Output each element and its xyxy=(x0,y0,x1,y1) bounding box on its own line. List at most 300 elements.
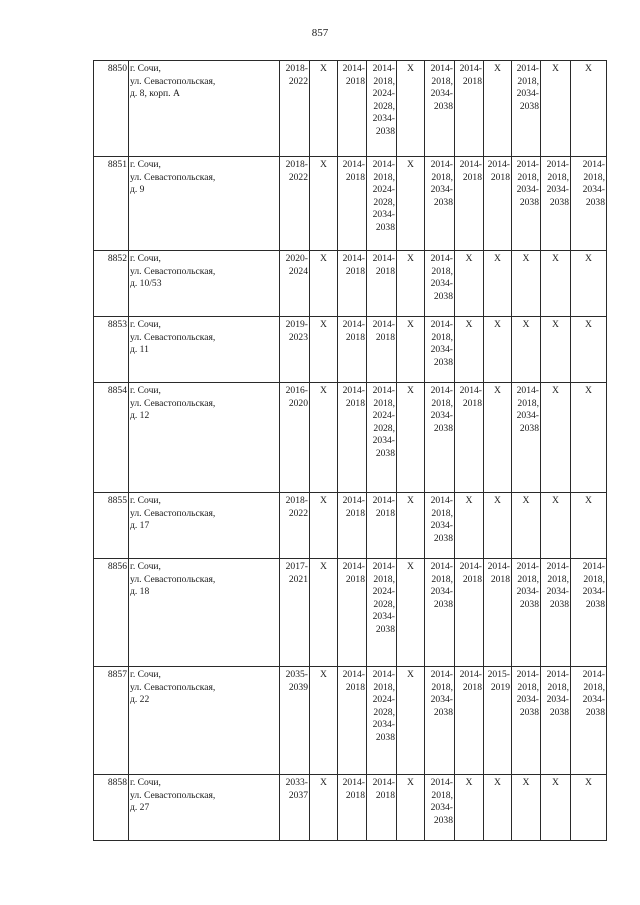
cell-line: 2018- xyxy=(285,63,308,74)
period-cell xyxy=(280,317,310,383)
cell-heating xyxy=(425,383,455,493)
cell-line: д. 17 xyxy=(130,520,150,532)
cell-line: 2018 xyxy=(345,75,365,87)
cell-gas xyxy=(310,775,338,841)
cell-line: 2018, xyxy=(431,171,453,183)
cell-line: 2018 xyxy=(345,573,365,585)
cell-line: X xyxy=(552,63,559,74)
table-row xyxy=(94,667,607,775)
cell-facade xyxy=(484,61,512,157)
cell-line: X xyxy=(320,159,327,170)
cell-line: 2034- xyxy=(430,586,453,598)
period-cell xyxy=(280,383,310,493)
cell-line: 2038 xyxy=(433,422,453,434)
cell-line: ул. Севастопольская, xyxy=(130,171,216,183)
cell-line: 2014- xyxy=(342,159,365,170)
period-cell xyxy=(280,775,310,841)
cell-line: 2018, xyxy=(431,681,453,693)
cell-line: ул. Севастопольская, xyxy=(130,397,216,409)
cell-line: 2034- xyxy=(516,694,539,706)
cell-line: г. Сочи, xyxy=(130,253,161,264)
table-row xyxy=(94,775,607,841)
table-row xyxy=(94,383,607,493)
cell-line: X xyxy=(407,669,414,680)
cell-line: X xyxy=(465,495,473,506)
table-row xyxy=(94,559,607,667)
cell-line: 2038 xyxy=(433,814,453,826)
cell-foundation xyxy=(541,251,571,317)
cell-water-supply xyxy=(338,493,367,559)
period-cell xyxy=(280,251,310,317)
cell-line: 2014- xyxy=(342,319,365,330)
cell-facade xyxy=(484,317,512,383)
period-cell xyxy=(280,667,310,775)
row-number: 8854 xyxy=(94,383,129,493)
cell-line: 2038 xyxy=(549,598,569,610)
cell-line: X xyxy=(320,495,327,506)
cell-line: 2018, xyxy=(517,681,539,693)
cell-line: X xyxy=(585,777,592,788)
cell-elevator xyxy=(571,493,607,559)
cell-facade xyxy=(484,157,512,251)
cell-roof xyxy=(455,493,484,559)
cell-line: 2014- xyxy=(430,495,453,506)
address-cell xyxy=(129,383,280,493)
period-cell xyxy=(280,157,310,251)
cell-line: 2028, xyxy=(373,598,395,610)
cell-line: 2018, xyxy=(373,171,395,183)
cell-line: 2034- xyxy=(582,694,605,706)
cell-basement xyxy=(512,559,541,667)
cell-roof xyxy=(455,667,484,775)
cell-line: 2034- xyxy=(516,586,539,598)
cell-water-supply xyxy=(338,383,367,493)
cell-line: 2018- xyxy=(285,159,308,170)
cell-line: д. 8, корп. А xyxy=(130,88,180,100)
cell-line: 2018, xyxy=(517,75,539,87)
cell-basement xyxy=(512,251,541,317)
cell-electricity xyxy=(397,317,425,383)
cell-line: X xyxy=(494,777,501,788)
cell-gas xyxy=(310,157,338,251)
cell-line: 2014- xyxy=(487,561,510,572)
cell-line: 2018 xyxy=(490,573,510,585)
cell-gas xyxy=(310,493,338,559)
cell-line: 2014- xyxy=(516,63,539,74)
cell-line: д. 22 xyxy=(130,694,150,706)
cell-line: 2014- xyxy=(459,159,482,170)
cell-line: 2018, xyxy=(431,789,453,801)
cell-line: 2018 xyxy=(375,507,395,519)
cell-line: 2028, xyxy=(373,196,395,208)
cell-line: 2034- xyxy=(516,410,539,422)
cell-line: 2018, xyxy=(373,573,395,585)
cell-line: 2034- xyxy=(372,719,395,731)
cell-line: 2018 xyxy=(375,331,395,343)
address-cell xyxy=(129,775,280,841)
cell-line: X xyxy=(494,385,501,396)
cell-drainage xyxy=(367,251,397,317)
cell-line: 2018, xyxy=(431,75,453,87)
cell-line: 2018 xyxy=(462,171,482,183)
cell-line: X xyxy=(320,385,327,396)
address-cell xyxy=(129,559,280,667)
cell-line: 2018, xyxy=(431,573,453,585)
cell-line: X xyxy=(465,253,473,264)
cell-line: 2024- xyxy=(372,410,395,422)
cell-drainage xyxy=(367,775,397,841)
cell-line: 2018, xyxy=(373,75,395,87)
cell-elevator xyxy=(571,317,607,383)
cell-basement xyxy=(512,775,541,841)
cell-line: X xyxy=(320,253,327,264)
cell-line: 2024 xyxy=(288,265,308,277)
cell-elevator xyxy=(571,157,607,251)
cell-line: X xyxy=(552,253,559,264)
cell-line: X xyxy=(465,319,473,330)
cell-line: 2014- xyxy=(372,253,395,264)
cell-line: X xyxy=(494,253,501,264)
cell-basement xyxy=(512,157,541,251)
cell-foundation xyxy=(541,493,571,559)
cell-line: 2038 xyxy=(375,731,395,743)
cell-line: 2018, xyxy=(431,331,453,343)
cell-line: 2014- xyxy=(342,385,365,396)
cell-line: 2018, xyxy=(517,397,539,409)
cell-line: 2014- xyxy=(372,319,395,330)
cell-water-supply xyxy=(338,157,367,251)
cell-gas xyxy=(310,251,338,317)
cell-line: 2014- xyxy=(582,159,605,170)
cell-drainage xyxy=(367,493,397,559)
cell-electricity xyxy=(397,157,425,251)
cell-line: 2014- xyxy=(342,561,365,572)
cell-line: 2020- xyxy=(285,253,308,264)
cell-line: 2038 xyxy=(375,221,395,233)
cell-line: 2034- xyxy=(372,435,395,447)
cell-line: 2018 xyxy=(345,507,365,519)
cell-line: 2018 xyxy=(462,573,482,585)
cell-line: 2038 xyxy=(519,196,539,208)
table-row xyxy=(94,493,607,559)
cell-line: ул. Севастопольская, xyxy=(130,573,216,585)
cell-line: 2018 xyxy=(462,681,482,693)
cell-elevator xyxy=(571,61,607,157)
cell-roof xyxy=(455,775,484,841)
cell-line: 2034- xyxy=(430,278,453,290)
cell-line: г. Сочи, xyxy=(130,63,161,74)
cell-line: 2038 xyxy=(549,196,569,208)
cell-line: X xyxy=(494,319,501,330)
registry-body xyxy=(94,61,607,841)
cell-elevator xyxy=(571,559,607,667)
cell-line: 2034- xyxy=(430,184,453,196)
cell-line: ул. Севастопольская, xyxy=(130,331,216,343)
cell-roof xyxy=(455,157,484,251)
cell-facade xyxy=(484,775,512,841)
cell-facade xyxy=(484,559,512,667)
cell-line: 2038 xyxy=(375,623,395,635)
cell-line: 2014- xyxy=(430,561,453,572)
registry-table xyxy=(93,60,607,841)
cell-drainage xyxy=(367,667,397,775)
cell-elevator xyxy=(571,775,607,841)
cell-line: ул. Севастопольская, xyxy=(130,75,216,87)
cell-line: 2014- xyxy=(372,777,395,788)
cell-line: 2018, xyxy=(517,573,539,585)
cell-line: X xyxy=(522,777,530,788)
cell-line: X xyxy=(552,385,559,396)
cell-heating xyxy=(425,317,455,383)
cell-line: 2018, xyxy=(517,171,539,183)
cell-line: X xyxy=(407,561,414,572)
table-row xyxy=(94,317,607,383)
cell-heating xyxy=(425,667,455,775)
cell-line: 2018, xyxy=(547,681,569,693)
cell-drainage xyxy=(367,559,397,667)
cell-line: ул. Севастопольская, xyxy=(130,265,216,277)
cell-line: 2014- xyxy=(516,159,539,170)
cell-line: 2034- xyxy=(430,802,453,814)
cell-line: 2038 xyxy=(433,196,453,208)
cell-line: 2018 xyxy=(375,789,395,801)
cell-roof xyxy=(455,251,484,317)
cell-line: X xyxy=(320,669,327,680)
cell-line: 2038 xyxy=(375,125,395,137)
table-row xyxy=(94,157,607,251)
cell-line: 2038 xyxy=(433,532,453,544)
cell-facade xyxy=(484,667,512,775)
cell-facade xyxy=(484,383,512,493)
row-number: 8855 xyxy=(94,493,129,559)
cell-foundation xyxy=(541,317,571,383)
cell-line: X xyxy=(522,495,530,506)
cell-line: 2015- xyxy=(487,669,510,680)
cell-line: 2023 xyxy=(288,331,308,343)
cell-line: X xyxy=(407,253,414,264)
row-number: 8858 xyxy=(94,775,129,841)
cell-line: г. Сочи, xyxy=(130,495,161,506)
cell-basement xyxy=(512,317,541,383)
cell-line: 2014- xyxy=(372,495,395,506)
cell-line: 2018 xyxy=(490,171,510,183)
cell-line: 2018, xyxy=(583,681,605,693)
address-cell xyxy=(129,317,280,383)
cell-line: 2028, xyxy=(373,422,395,434)
cell-line: 2022 xyxy=(288,75,308,87)
cell-line: 2038 xyxy=(433,706,453,718)
cell-electricity xyxy=(397,61,425,157)
cell-water-supply xyxy=(338,251,367,317)
row-number: 8857 xyxy=(94,667,129,775)
cell-gas xyxy=(310,559,338,667)
cell-line: 2014- xyxy=(459,669,482,680)
cell-line: X xyxy=(494,63,501,74)
cell-line: 2021 xyxy=(288,573,308,585)
cell-line: 2038 xyxy=(433,100,453,112)
cell-line: X xyxy=(320,319,327,330)
cell-heating xyxy=(425,251,455,317)
cell-roof xyxy=(455,383,484,493)
cell-line: 2014- xyxy=(430,385,453,396)
cell-line: 2034- xyxy=(582,184,605,196)
cell-line: X xyxy=(585,385,592,396)
cell-line: 2028, xyxy=(373,706,395,718)
cell-facade xyxy=(484,251,512,317)
row-number: 8852 xyxy=(94,251,129,317)
cell-line: 2014- xyxy=(459,63,482,74)
cell-electricity xyxy=(397,559,425,667)
cell-line: 2022 xyxy=(288,171,308,183)
address-cell xyxy=(129,667,280,775)
cell-line: д. 12 xyxy=(130,410,150,422)
cell-line: 2034- xyxy=(372,611,395,623)
cell-foundation xyxy=(541,559,571,667)
cell-line: X xyxy=(522,319,530,330)
cell-line: 2038 xyxy=(585,706,605,718)
cell-line: 2014- xyxy=(342,253,365,264)
cell-electricity xyxy=(397,383,425,493)
cell-line: 2018 xyxy=(345,331,365,343)
cell-line: д. 27 xyxy=(130,802,150,814)
cell-water-supply xyxy=(338,775,367,841)
cell-line: X xyxy=(585,253,592,264)
cell-line: 2014- xyxy=(546,669,569,680)
cell-line: 2034- xyxy=(372,113,395,125)
cell-line: X xyxy=(585,319,592,330)
cell-line: 2018, xyxy=(431,397,453,409)
address-cell xyxy=(129,157,280,251)
cell-water-supply xyxy=(338,667,367,775)
cell-line: 2038 xyxy=(519,706,539,718)
page-number: 857 xyxy=(311,27,329,39)
cell-line: 2038 xyxy=(519,100,539,112)
row-number: 8850 xyxy=(94,61,129,157)
cell-line: 2014- xyxy=(546,561,569,572)
cell-line: X xyxy=(320,777,327,788)
cell-gas xyxy=(310,61,338,157)
cell-line: г. Сочи, xyxy=(130,777,161,788)
cell-line: 2014- xyxy=(430,253,453,264)
cell-line: 2014- xyxy=(516,561,539,572)
cell-line: ул. Севастопольская, xyxy=(130,507,216,519)
cell-line: X xyxy=(552,777,559,788)
cell-line: X xyxy=(407,319,414,330)
cell-line: 2018, xyxy=(373,397,395,409)
cell-line: 2014- xyxy=(582,669,605,680)
cell-roof xyxy=(455,61,484,157)
table-row xyxy=(94,251,607,317)
cell-elevator xyxy=(571,667,607,775)
cell-line: 2039 xyxy=(288,681,308,693)
cell-roof xyxy=(455,559,484,667)
cell-line: 2018 xyxy=(375,265,395,277)
cell-line: 2014- xyxy=(487,159,510,170)
cell-water-supply xyxy=(338,559,367,667)
cell-line: 2034- xyxy=(546,586,569,598)
cell-line: 2034- xyxy=(372,209,395,221)
cell-line: 2034- xyxy=(430,88,453,100)
cell-foundation xyxy=(541,775,571,841)
cell-line: 2014- xyxy=(459,561,482,572)
cell-line: 2018, xyxy=(583,171,605,183)
cell-line: 2034- xyxy=(430,344,453,356)
cell-line: 2033- xyxy=(285,777,308,788)
cell-line: 2014- xyxy=(342,495,365,506)
cell-line: 2014- xyxy=(342,777,365,788)
row-number: 8851 xyxy=(94,157,129,251)
cell-line: 2018, xyxy=(373,681,395,693)
cell-line: 2034- xyxy=(546,184,569,196)
cell-line: 2014- xyxy=(372,385,395,396)
cell-line: 2038 xyxy=(519,422,539,434)
cell-heating xyxy=(425,775,455,841)
cell-gas xyxy=(310,383,338,493)
cell-line: д. 9 xyxy=(130,184,145,196)
period-cell xyxy=(280,493,310,559)
cell-line: X xyxy=(320,561,327,572)
cell-line: 2018 xyxy=(345,171,365,183)
address-cell xyxy=(129,251,280,317)
cell-line: X xyxy=(522,253,530,264)
row-number: 8853 xyxy=(94,317,129,383)
address-cell xyxy=(129,493,280,559)
cell-roof xyxy=(455,317,484,383)
cell-line: 2034- xyxy=(546,694,569,706)
cell-line: 2014- xyxy=(342,63,365,74)
cell-line: 2022 xyxy=(288,507,308,519)
cell-line: 2018, xyxy=(431,265,453,277)
cell-line: г. Сочи, xyxy=(130,319,161,330)
cell-line: 2018 xyxy=(345,681,365,693)
cell-facade xyxy=(484,493,512,559)
cell-line: 2018, xyxy=(431,507,453,519)
cell-line: X xyxy=(552,319,559,330)
cell-line: 2014- xyxy=(430,63,453,74)
cell-line: 2018 xyxy=(462,397,482,409)
cell-line: 2018, xyxy=(547,573,569,585)
cell-line: 2024- xyxy=(372,88,395,100)
cell-line: 2018, xyxy=(547,171,569,183)
row-number: 8856 xyxy=(94,559,129,667)
cell-line: 2017- xyxy=(285,561,308,572)
cell-line: X xyxy=(407,777,414,788)
cell-line: 2019 xyxy=(490,681,510,693)
cell-line: 2018 xyxy=(345,397,365,409)
cell-line: 2014- xyxy=(430,159,453,170)
cell-basement xyxy=(512,667,541,775)
cell-basement xyxy=(512,61,541,157)
period-cell xyxy=(280,559,310,667)
cell-line: 2014- xyxy=(372,561,395,572)
cell-line: 2035- xyxy=(285,669,308,680)
cell-gas xyxy=(310,667,338,775)
cell-line: 2028, xyxy=(373,100,395,112)
cell-heating xyxy=(425,493,455,559)
cell-heating xyxy=(425,157,455,251)
cell-line: 2018, xyxy=(583,573,605,585)
period-cell xyxy=(280,61,310,157)
cell-line: 2038 xyxy=(519,598,539,610)
address-cell xyxy=(129,61,280,157)
cell-heating xyxy=(425,559,455,667)
cell-drainage xyxy=(367,61,397,157)
cell-line: 2014- xyxy=(372,63,395,74)
cell-line: X xyxy=(585,495,592,506)
cell-line: 2034- xyxy=(430,694,453,706)
cell-line: 2024- xyxy=(372,586,395,598)
table-row xyxy=(94,61,607,157)
